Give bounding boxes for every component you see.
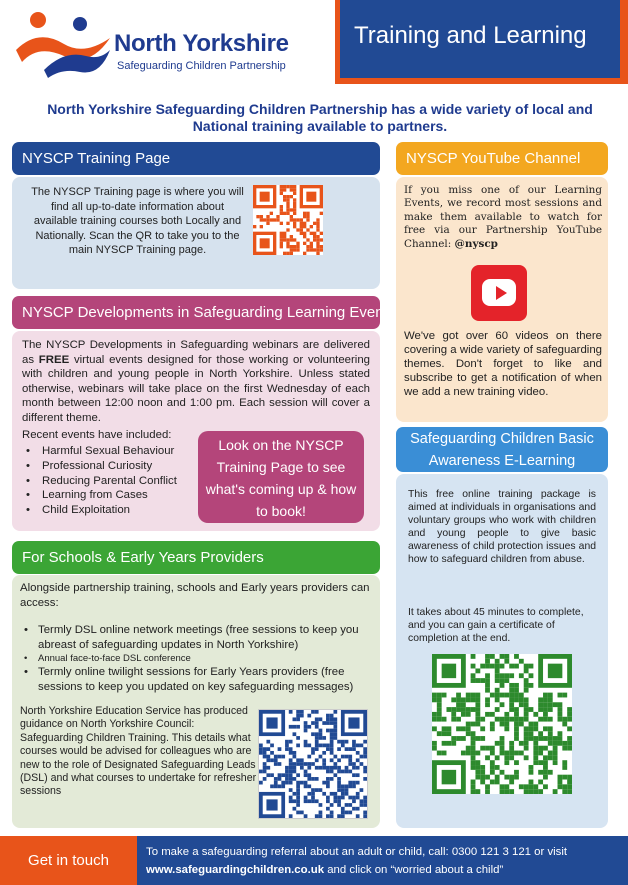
intro-text: North Yorkshire Safeguarding Children Partnership has a wide variety of local and National training available to partners. <box>47 101 593 134</box>
youtube-heading: NYSCP YouTube Channel <box>396 142 608 175</box>
free-emphasis: FREE <box>38 353 70 366</box>
get-in-touch-button[interactable]: Get in touch <box>0 836 137 885</box>
awareness-panel <box>396 474 608 828</box>
list-item: • Child Exploitation <box>26 503 177 518</box>
training-page-panel <box>12 177 380 289</box>
list-item: • Professional Curiosity <box>26 459 177 474</box>
events-list <box>26 444 177 518</box>
title-banner <box>335 0 628 84</box>
footer-text: To make a safeguarding referral about an adult or child, call: 0300 121 3 121 or visit www.safeguardingchildren.co.uk and click on “worried about a child” <box>146 846 568 876</box>
training-page-callout: Look on the NYSCP Training Page to see what's coming up & how to book! <box>198 431 364 523</box>
schools-list <box>22 623 374 694</box>
list-item: • Termly online twilight sessions for Early Years providers (free sessions to keep you updated on key safeguarding messages) <box>22 665 374 694</box>
list-item: • Annual face-to-face DSL conference <box>22 652 374 665</box>
list-item: • Harmful Sexual Behaviour <box>26 444 177 459</box>
developments-panel <box>12 331 380 531</box>
youtube-handle[interactable]: @nyscp <box>454 237 498 250</box>
partnership-logo <box>14 8 314 80</box>
footer <box>0 836 628 885</box>
schools-heading: For Schools & Early Years Providers <box>12 541 380 574</box>
list-item: • Termly DSL online network meetings (free sessions to keep you abreast of safeguarding updates in North Yorkshire) <box>22 623 374 652</box>
list-item: • Learning from Cases <box>26 488 177 503</box>
developments-heading: NYSCP Developments in Safeguarding Learning Events <box>12 296 380 329</box>
training-page-text: The NYSCP Training page is where you will find all up-to-date information about available training courses both Locally and Nationally. Scan the QR to take you to the main NYSCP Training page. <box>31 186 244 256</box>
events-list-intro: Recent events have included: <box>22 429 172 441</box>
awareness-qr-code[interactable] <box>432 654 572 794</box>
guidance-text: North Yorkshire Education Service has produced guidance on North Yorkshire Council: Safeguarding Children Training. This details what courses would be advised for colleagues who are new to the role of Designated Safeguarding Leads (DSL) and what courses to undertake for refresher sessions <box>20 705 257 798</box>
youtube-text: If you miss one of our Learning Events, we record most sessions and make them available to watch for free via our Partnership YouTube Channel: @nyscp <box>404 184 602 250</box>
list-item: • Reducing Parental Conflict <box>26 474 177 489</box>
training-qr-code[interactable] <box>253 185 323 255</box>
awareness-text: This free online training package is aimed at individuals in organisations and voluntary groups who work with children and young people to give basic awareness of child protection issues and how to safeguard children from abuse. <box>408 489 596 565</box>
schools-qr-code[interactable] <box>258 709 368 819</box>
org-name: North Yorkshire <box>114 30 289 57</box>
awareness-heading: Safeguarding Children Basic Awareness E-Learning <box>396 427 608 472</box>
page-title: Training and Learning <box>354 22 587 49</box>
schools-panel <box>12 575 380 828</box>
developments-text: The NYSCP Developments in Safeguarding webinars are delivered as FREE virtual events designed for those working or volunteering with children and young people in North Yorkshire. Unless stated otherwise, webinars will take place on the first Wednesday of each month between 12:00 noon and 1:00 pm. Each session will cover a different theme. <box>22 339 371 424</box>
training-page-heading: NYSCP Training Page <box>12 142 380 175</box>
youtube-panel <box>396 177 608 422</box>
youtube-icon[interactable] <box>471 265 527 321</box>
schools-intro: Alongside partnership training, schools and Early years providers can access: <box>20 582 370 609</box>
youtube-videos-text: We've got over 60 videos on there covering a wide variety of safeguarding themes. Don't forget to like and subscribe to get a notification of when we add a new training video. <box>404 330 602 398</box>
awareness-duration-text: It takes about 45 minutes to complete, and you can gain a certificate of completion at the end. <box>408 607 584 644</box>
people-logo-icon <box>14 10 114 80</box>
org-subtitle: Safeguarding Children Partnership <box>117 60 286 72</box>
safeguarding-link[interactable]: www.safeguardingchildren.co.uk <box>146 864 325 876</box>
